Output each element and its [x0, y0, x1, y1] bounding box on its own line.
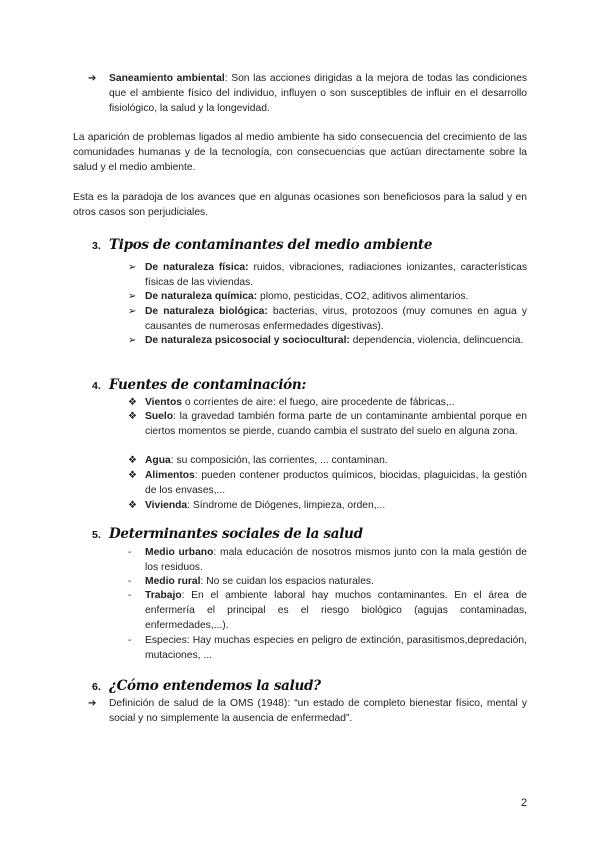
diamond-bullet-icon: ❖: [128, 455, 137, 466]
item-term: Medio rural: [145, 576, 201, 587]
item-term: De naturaleza química:: [145, 291, 258, 302]
item-text: o corrientes de aire: el fuego, aire procedente de fábricas,..: [182, 397, 455, 408]
item-text: : pueden contener productos químicos, biocidas, plaguicidas, la gestión de los envases,...: [145, 470, 527, 497]
triangle-bullet-icon: ➢: [128, 262, 137, 273]
dash-bullet-icon: -: [128, 576, 132, 587]
list-item: [145, 395, 527, 410]
section-number: 3.: [92, 240, 101, 252]
paragraph: La aparición de problemas ligados al medio ambiente ha sido consecuencia del crecimiento de las comunidades humanas y de la tecnología, con consecuencias que actúan directamente sobre la salud y el medio ambiente.: [73, 132, 527, 174]
item-text: : la gravedad también forma parte de un contaminante ambiental porque en ciertos momentos se pierde, cuando cambia el sustrato del suelo en alguna zona.: [145, 411, 527, 438]
item-text: : mala educación de nosotros mismos junto con la mala gestión de los residuos.: [145, 547, 527, 574]
list-item: [145, 498, 527, 513]
list-item: [145, 409, 527, 439]
section-heading: Tipos de contaminantes del medio ambiente: [109, 237, 433, 253]
item-term: De naturaleza psicosocial y sociocultural:: [145, 335, 350, 346]
section-number: 6.: [92, 681, 101, 693]
page-number: 2: [521, 797, 528, 809]
section-heading: ¿Cómo entendemos la salud?: [109, 678, 321, 694]
list-item: [145, 333, 527, 348]
item-text: : No se cuidan los espacios naturales.: [200, 576, 374, 587]
diamond-bullet-icon: ❖: [128, 470, 137, 481]
list-item: [145, 588, 527, 634]
diamond-bullet-icon: ❖: [128, 411, 137, 422]
dash-bullet-icon: -: [128, 590, 132, 601]
list-item: [145, 453, 527, 468]
list-item: [145, 545, 527, 575]
item-text: Especies: Hay muchas especies en peligro de extinción, parasitismos,depredación, mutaciones, ...: [145, 635, 527, 662]
section-heading: Determinantes sociales de la salud: [109, 526, 363, 542]
item-text: plomo, pesticidas, CO2, aditivos alimentarios.: [257, 291, 469, 302]
item-term: Trabajo: [145, 590, 182, 601]
dash-bullet-icon: -: [128, 635, 132, 646]
item-term: Alimentos: [145, 470, 195, 481]
item-term: Medio urbano: [145, 547, 214, 558]
diamond-bullet-icon: ❖: [128, 500, 137, 511]
item-term: Vivienda: [145, 500, 188, 511]
item-term: Agua: [145, 455, 171, 466]
item-term: De naturaleza física:: [145, 262, 249, 273]
item-text: Definición de salud de la OMS (1948): “un estado de completo bienestar físico, mental y social y no simplemente la ausencia de enfermedad”.: [109, 698, 527, 725]
item-text: : Síndrome de Diógenes, limpieza, orden,...: [187, 500, 386, 511]
section-number: 4.: [92, 380, 101, 392]
arrow-bullet-icon: ➔: [88, 698, 97, 709]
item-term: Vientos: [145, 397, 183, 408]
arrow-bullet-icon: ➔: [88, 73, 97, 84]
section-number: 5.: [92, 529, 101, 541]
list-item: [145, 574, 527, 589]
list-item: [109, 71, 527, 117]
triangle-bullet-icon: ➢: [128, 291, 137, 302]
item-term: Saneamiento ambiental: [109, 73, 225, 84]
item-text: dependencia, violencia, delincuencia.: [349, 335, 524, 346]
item-term: Suelo: [145, 411, 174, 422]
section-heading: Fuentes de contaminación:: [109, 377, 307, 393]
item-text: : Son las acciones dirigidas a la mejora de todas las condiciones que el ambiente físico del individuo, influyen o son susceptibles de influir en el desarrollo fisiológico, la salud y la longevidad.: [109, 73, 527, 115]
triangle-bullet-icon: ➢: [128, 306, 137, 317]
dash-bullet-icon: -: [128, 547, 132, 558]
item-text: : En el ambiente laboral hay muchos contaminantes. En el área de enfermería el principal es el riesgo biológico (agujas contaminadas, enfermedades,...).: [145, 590, 527, 632]
paragraph: Esta es la paradoja de los avances que en algunas ocasiones son beneficiosos para la salud y en otros casos son perjudiciales.: [73, 192, 527, 219]
list-item: [145, 468, 527, 498]
item-text: ruidos, vibraciones, radiaciones ionizantes, características físicas de las viviendas.: [145, 262, 527, 289]
list-item: [109, 696, 527, 726]
list-item: [145, 260, 527, 290]
item-text: bacterias, virus, protozoos (muy comunes en agua y causantes de numerosas enfermedades digestivas).: [145, 306, 527, 333]
list-item: [145, 633, 527, 663]
list-item: [145, 304, 527, 334]
triangle-bullet-icon: ➢: [128, 335, 137, 346]
item-text: : su composición, las corrientes, ... contaminan.: [170, 455, 388, 466]
diamond-bullet-icon: ❖: [128, 397, 137, 408]
list-item: [145, 289, 527, 304]
item-term: De naturaleza biológica:: [145, 306, 268, 317]
